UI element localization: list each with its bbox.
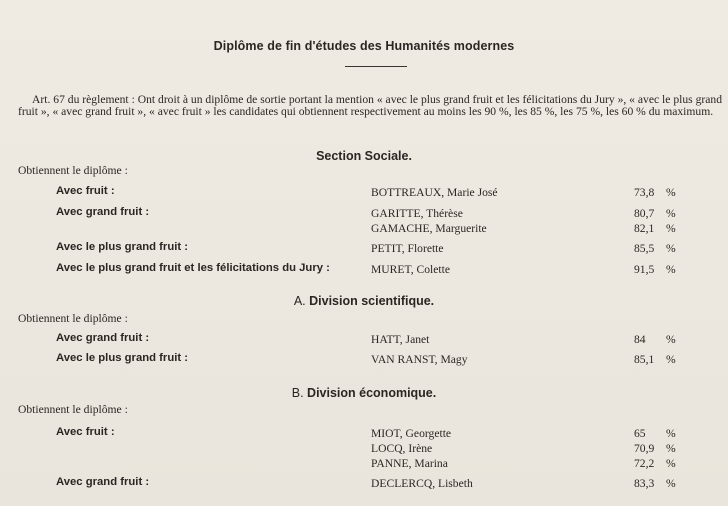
candidate-name: BOTTREAUX, Marie José	[371, 186, 498, 199]
candidate-name: HATT, Janet	[371, 333, 430, 346]
candidate-percent	[634, 242, 676, 255]
percent-sign: %	[666, 457, 676, 470]
candidate-name: DECLERCQ, Lisbeth	[371, 477, 473, 490]
mention-label: Avec fruit :	[56, 185, 115, 197]
candidate-name: GARITTE, Thérèse	[371, 207, 463, 220]
candidate-name: PETIT, Florette	[371, 242, 444, 255]
section-heading-text: Section Sociale.	[316, 149, 412, 163]
percent-sign: %	[666, 186, 676, 199]
percent-sign: %	[666, 333, 676, 346]
percent-value: 91,5	[634, 263, 655, 276]
percent-sign: %	[666, 353, 676, 366]
obtiennent-label: Obtiennent le diplôme :	[18, 403, 128, 416]
candidate-percent	[634, 477, 676, 490]
mention-label: Avec le plus grand fruit :	[56, 352, 189, 364]
percent-sign: %	[666, 442, 676, 455]
candidate-percent	[634, 263, 676, 276]
section-heading-text: Division scientifique.	[309, 294, 435, 308]
percent-value: 83,3	[634, 477, 655, 490]
section-heading-sociale	[0, 149, 728, 163]
candidate-percent	[634, 442, 676, 455]
candidate-percent	[634, 457, 676, 470]
percent-value: 85,1	[634, 353, 655, 366]
mention-label: Avec fruit :	[56, 426, 115, 438]
mention-label: Avec grand fruit :	[56, 332, 150, 344]
percent-sign: %	[666, 242, 676, 255]
percent-sign: %	[666, 222, 676, 235]
candidate-percent	[634, 186, 676, 199]
percent-value: 85,5	[634, 242, 655, 255]
candidate-percent	[634, 427, 676, 440]
section-heading-economique	[0, 386, 728, 400]
percent-sign: %	[666, 427, 676, 440]
percent-value: 65	[634, 427, 646, 440]
percent-value: 72,2	[634, 457, 655, 470]
candidate-name: MIOT, Georgette	[371, 427, 452, 440]
candidate-percent	[634, 207, 676, 220]
candidate-name: GAMACHE, Marguerite	[371, 222, 487, 235]
candidate-name: MURET, Colette	[371, 263, 450, 276]
mention-label: Avec le plus grand fruit et les félicitations du Jury :	[56, 262, 330, 274]
percent-sign: %	[666, 263, 676, 276]
section-heading-scientifique	[0, 294, 728, 308]
title-rule	[345, 66, 407, 67]
obtiennent-label: Obtiennent le diplôme :	[18, 164, 128, 177]
percent-value: 73,8	[634, 186, 655, 199]
candidate-name: PANNE, Marina	[371, 457, 448, 470]
article-paragraph: Art. 67 du règlement : Ont droit à un diplôme de sortie portant la mention « avec le plus grand fruit et les félicitations du Jury », « avec le plus grand fruit », « avec grand fruit », « avec fruit » les candidates qui obtiennent respectivement au moins les 90 %, les 85 %, les 75 %, les 60 % du maximum.	[18, 93, 722, 119]
mention-label: Avec le plus grand fruit :	[56, 241, 189, 253]
percent-sign: %	[666, 477, 676, 490]
mention-label: Avec grand fruit :	[56, 476, 150, 488]
obtiennent-label: Obtiennent le diplôme :	[18, 312, 128, 325]
candidate-percent	[634, 333, 676, 346]
percent-value: 84	[634, 333, 646, 346]
document-title: Diplôme de fin d'études des Humanités modernes	[213, 39, 515, 53]
section-prefix: B.	[291, 386, 304, 400]
section-heading-text: Division économique.	[307, 386, 437, 400]
candidate-percent	[634, 222, 676, 235]
percent-value: 82,1	[634, 222, 655, 235]
section-prefix: A.	[293, 294, 306, 308]
candidate-name: VAN RANST, Magy	[371, 353, 468, 366]
candidate-name: LOCQ, Irène	[371, 442, 433, 455]
percent-sign: %	[666, 207, 676, 220]
percent-value: 70,9	[634, 442, 655, 455]
mention-label: Avec grand fruit :	[56, 206, 150, 218]
percent-value: 80,7	[634, 207, 655, 220]
candidate-percent	[634, 353, 676, 366]
